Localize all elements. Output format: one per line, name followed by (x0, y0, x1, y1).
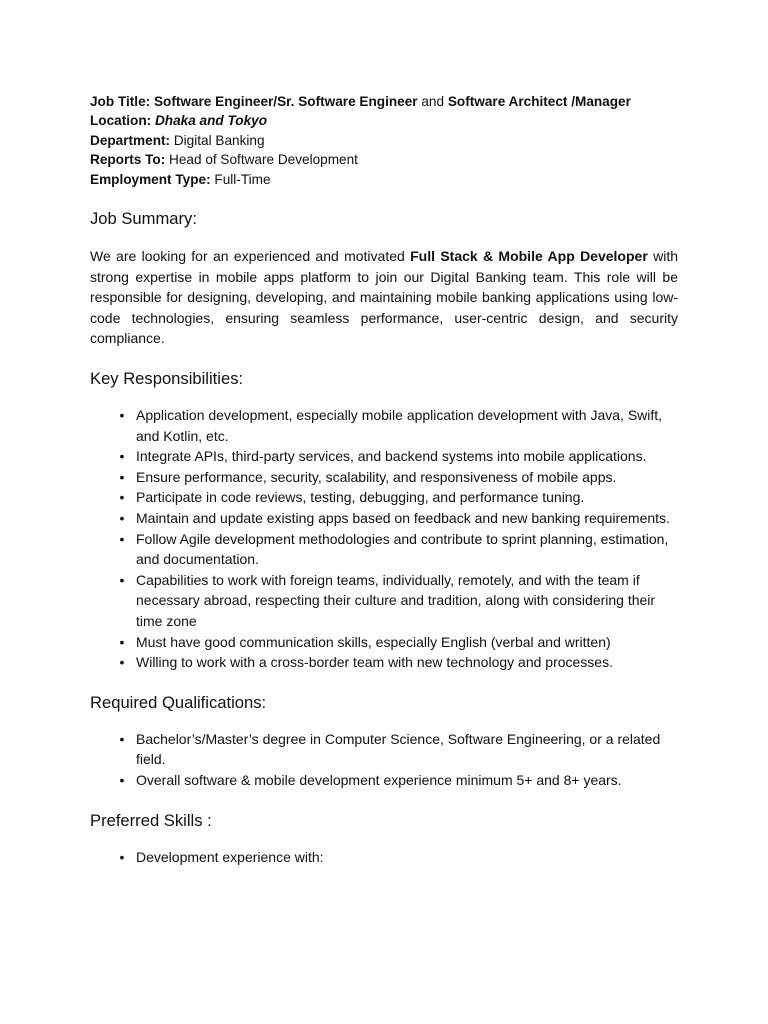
list-item-text: Ensure performance, security, scalability, and responsiveness of mobile apps. (136, 468, 617, 485)
location-value: Dhaka and Tokyo (154, 113, 268, 129)
list-item (119, 487, 678, 508)
bullet-icon: • (119, 509, 125, 526)
employment-type-value: Full-Time (214, 171, 271, 187)
list-item (119, 729, 678, 770)
list-item-text: Application development, especially mobile application development with Java, Swift, and Kotlin, etc. (136, 407, 663, 444)
list-item (119, 467, 678, 488)
department-value: Digital Banking (173, 132, 265, 148)
list-item (119, 405, 678, 446)
required-qualifications-heading: Required Qualifications: (90, 692, 267, 712)
bullet-icon: • (119, 468, 125, 485)
bullet-icon: • (119, 571, 125, 588)
bullet-icon: • (119, 448, 125, 465)
list-item (119, 529, 678, 570)
job-summary-heading: Job Summary: (90, 209, 197, 229)
key-responsibilities-heading: Key Responsibilities: (90, 369, 244, 388)
list-item (119, 770, 678, 791)
list-item-text: Integrate APIs, third-party services, and backend systems into mobile applications. (136, 448, 647, 465)
summary-highlight: Full Stack & Mobile App Developer (410, 248, 648, 265)
job-title-value-1: Software Engineer/Sr. Software Engineer (153, 94, 418, 109)
job-summary-paragraph (90, 246, 678, 349)
bullet-icon: • (119, 730, 125, 747)
bullet-icon: • (119, 633, 125, 650)
list-item-text: Must have good communication skills, especially English (verbal and written) (136, 633, 611, 650)
list-item-text: Maintain and update existing apps based on feedback and new banking requirements. (136, 509, 670, 526)
job-title-and: and (421, 94, 445, 109)
bullet-icon: • (119, 771, 125, 788)
list-item (119, 847, 678, 868)
location-label: Location: (90, 113, 152, 129)
bullet-icon: • (119, 407, 125, 423)
list-item-text: Follow Agile development methodologies and contribute to sprint planning, estimation, and documentation. (136, 530, 669, 568)
bullet-icon: • (119, 654, 125, 671)
employment-type-label: Employment Type: (90, 171, 211, 187)
list-item-text: Development experience with: (136, 848, 324, 865)
job-title-value-2: Software Architect /Manager (447, 94, 631, 109)
bullet-icon: • (119, 489, 125, 506)
responsibilities-list (90, 405, 678, 673)
bullet-icon: • (119, 848, 125, 865)
list-item (119, 446, 678, 467)
job-title-line (90, 92, 678, 111)
qualifications-list (90, 729, 678, 791)
list-item (119, 570, 678, 632)
document-page (90, 92, 678, 867)
job-header (90, 92, 678, 189)
reports-to-value: Head of Software Development (169, 152, 358, 168)
list-item (119, 652, 678, 673)
reports-to-line (90, 150, 678, 169)
list-item-text: Bachelor’s/Master’s degree in Computer Science, Software Engineering, or a related field. (136, 730, 661, 768)
location-line (90, 111, 678, 130)
list-item-text: Overall software & mobile development experience minimum 5+ and 8+ years. (136, 771, 622, 788)
employment-type-line (90, 170, 678, 189)
list-item (119, 632, 678, 653)
reports-to-label: Reports To: (90, 152, 166, 168)
bullet-icon: • (119, 530, 125, 547)
list-item-text: Capabilities to work with foreign teams, individually, remotely, and with the team if necessary abroad, respecting their culture and tradition, along with considering their time zone (136, 571, 656, 629)
job-title-label: Job Title: (90, 94, 151, 109)
list-item-text: Participate in code reviews, testing, debugging, and performance tuning. (136, 489, 585, 506)
list-item-text: Willing to work with a cross-border team with new technology and processes. (136, 654, 613, 671)
department-label: Department: (90, 132, 171, 148)
preferred-skills-heading: Preferred Skills : (90, 810, 212, 830)
skills-list (90, 847, 678, 868)
summary-text-after: with strong expertise in mobile apps platform to join our Digital Banking team. This role will be responsible for designing, developing, and maintaining mobile banking applications using low-code technologies, ensuring seamless performance, user-centric design, and security compliance. (90, 248, 679, 347)
department-line (90, 131, 678, 150)
summary-text-before: We are looking for an experienced and motivated (90, 248, 405, 265)
list-item (119, 508, 678, 529)
